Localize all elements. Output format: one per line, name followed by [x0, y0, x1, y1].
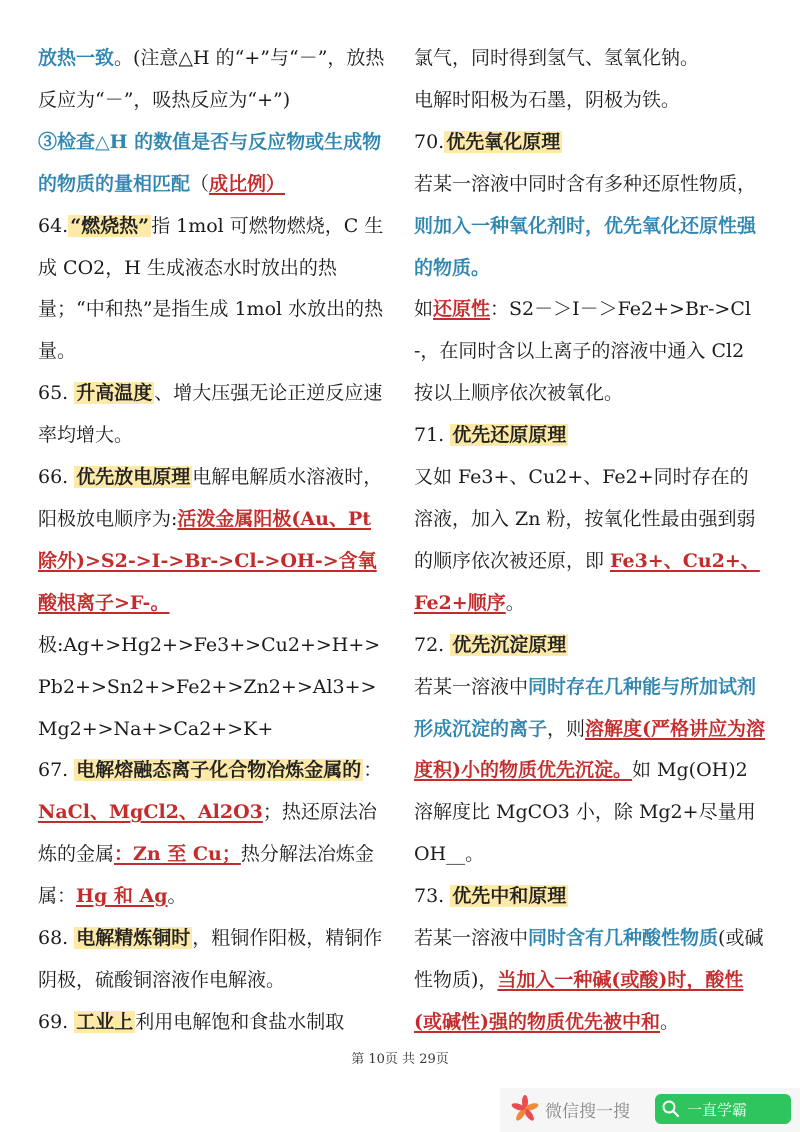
text-red: Fe3+、Cu2+、Fe2+顺序 [414, 549, 760, 614]
text-run: 若某一溶液中 [414, 927, 529, 950]
text-run: 如 [414, 298, 434, 321]
text-run: 氯气，同时得到氢气、氢氧化钠。 [414, 47, 700, 69]
right-paragraph [414, 415, 766, 457]
search-icon [661, 1099, 681, 1119]
search-account-label: 一直学霸 [687, 1100, 748, 1119]
text-run: ；热还原法冶炼的金属 [38, 801, 377, 866]
text-run: 、增大压强无论正逆反应速率均增大。 [38, 382, 383, 447]
text-run: 。(注意△H 的“+”与“－”，放热反应为“－”，吸热反应为“+”) [38, 47, 385, 111]
text-hl: 工业上 [76, 1010, 134, 1033]
text-run: 如 Mg(OH)2 溶解度比 MgCO3 小，除 Mg2+尽量用 OH__。 [414, 759, 756, 866]
text-red: Hg 和 Ag [76, 885, 168, 908]
right-paragraph [414, 122, 766, 164]
text-blue: 同时存在几种能与所加试剂形成沉淀的离子 [414, 675, 757, 740]
text-run: ，则 [547, 717, 586, 740]
right-paragraph [414, 918, 766, 1044]
page-number: 第 10页 共 29页 [351, 1052, 449, 1067]
text-run: 71. [414, 424, 451, 447]
left-paragraph [38, 1002, 388, 1044]
text-red: 溶解度(严格讲应为溶度积)小的物质优先沉淀。 [414, 717, 766, 782]
text-red: ：Zn 至 Cu； [114, 843, 241, 866]
text-hl: 优先放电原理 [76, 466, 191, 489]
text-run: 。 [505, 591, 525, 614]
text-run: 70. [414, 130, 445, 153]
text-red: 成比例） [209, 172, 286, 195]
text-run: 66. [38, 466, 75, 489]
watermark-text: 微信搜一搜 [545, 1102, 630, 1122]
text-run: （ [190, 172, 210, 195]
text-hl: 电解熔融态离子化合物冶炼金属的 [76, 759, 362, 782]
text-run: 若某一溶液中 [414, 675, 529, 698]
right-paragraph [414, 667, 766, 877]
left-paragraph [38, 373, 388, 457]
text-run: 电解时阳极为石墨，阴极为铁。 [414, 88, 681, 111]
right-paragraph [414, 164, 766, 290]
right-paragraph [414, 625, 766, 667]
text-run: 电解电解质水溶液时，阳极放电顺序为: [38, 466, 383, 530]
text-red: NaCl、MgCl2、Al2O3 [38, 801, 263, 824]
left-paragraph [38, 122, 388, 206]
left-paragraph [38, 625, 388, 751]
text-run: 指 1mol 可燃物燃烧，C 生成 CO2，H 生成液态水时放出的热量；“中和热”是指生成 1mol 水放出的热量。 [38, 214, 384, 363]
left-column [38, 38, 388, 1044]
text-run: 若某一溶液中同时含有多种还原性物质， [414, 172, 757, 195]
text-run: 64. [38, 214, 69, 237]
text-red: 活泼金属阳极(Au、Pt 除外)>S2->I->Br->Cl->OH->含氧酸根离子>F-。 [38, 507, 377, 614]
right-paragraph [414, 38, 766, 80]
left-paragraph [38, 206, 388, 374]
text-blue: ③检查△H 的数值是否与反应物或生成物的物质的量相匹配 [38, 130, 382, 195]
text-hl: 优先氧化原理 [446, 130, 561, 153]
text-run: 65. [38, 382, 75, 405]
text-hl: 升高温度 [76, 382, 153, 405]
text-run: 利用电解饱和食盐水制取 [135, 1010, 345, 1033]
left-paragraph [38, 457, 388, 625]
right-paragraph [414, 457, 766, 625]
text-run: ： [363, 759, 383, 782]
text-hl: 优先中和原理 [452, 885, 567, 908]
right-paragraph [414, 289, 766, 415]
text-run: 。 [167, 885, 187, 908]
text-run: (或碱性物质)， [414, 927, 764, 991]
text-run: 热分解法冶炼金属： [38, 843, 374, 908]
wechat-search-logo-icon [510, 1094, 540, 1124]
text-run: 67. [38, 759, 75, 782]
text-blue: 则加入一种氧化剂时，优先氧化还原性强的物质。 [414, 214, 757, 279]
text-red: 当加入一种碱(或酸)时，酸性(或碱性)强的物质优先被中和 [414, 968, 744, 1033]
text-blue: 放热一致 [38, 47, 115, 69]
text-hl: 优先沉淀原理 [452, 633, 567, 656]
text-run: 68. [38, 927, 75, 950]
right-column [414, 38, 766, 1044]
left-paragraph [38, 918, 388, 1002]
text-hl: “燃烧热” [70, 214, 150, 237]
text-run: 69. [38, 1010, 75, 1033]
text-run: 73. [414, 885, 451, 908]
text-blue: 同时含有几种酸性物质 [528, 927, 719, 950]
text-hl: 优先还原原理 [452, 424, 567, 447]
text-hl: 电解精炼铜时 [76, 927, 191, 950]
left-paragraph [38, 750, 388, 918]
text-red: 还原性 [433, 298, 491, 321]
text-run: 又如 Fe3+、Cu2+、Fe2+同时存在的溶液，加入 Zn 粉，按氧化性最由强到弱的顺序依次被还原，即 [414, 466, 756, 572]
text-run: 72. [414, 633, 451, 656]
search-account-button[interactable] [655, 1094, 791, 1124]
right-paragraph [414, 80, 766, 122]
text-run: 极:Ag+>Hg2+>Fe3+>Cu2+>H+>Pb2+>Sn2+>Fe2+>Zn2+>Al3+>Mg2+>Na+>Ca2+>K+ [38, 633, 381, 740]
left-paragraph [38, 38, 388, 122]
text-run: ，粗铜作阳极，精铜作阴极，硫酸铜溶液作电解液。 [38, 927, 383, 991]
right-paragraph [414, 876, 766, 918]
text-run: 。 [659, 1010, 679, 1033]
text-run: ：S2－＞I－＞Fe2+>Br->Cl-，在同时含以上离子的溶液中通入 Cl2 按以上顺序依次被氧化。 [414, 298, 751, 405]
